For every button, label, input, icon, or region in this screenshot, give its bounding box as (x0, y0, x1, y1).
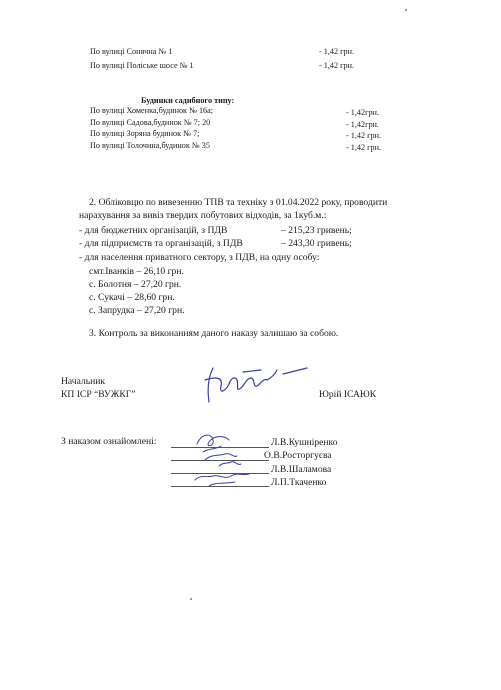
village-rate: с. Болотня – 27,20 грн. (89, 279, 182, 290)
acknowledged-label: З наказом ознайомлені: (61, 436, 157, 447)
house-row-price: - 1,42грн. (346, 108, 379, 117)
street-row-price: - 1,42 грн. (319, 47, 355, 56)
rate-enterprise-label: - для підприємств та організацій, з ПДВ (79, 238, 243, 249)
acknowledged-name: Л.В.Кушніренко (271, 437, 338, 448)
scan-speck (405, 9, 407, 11)
staff-signatures (185, 426, 275, 494)
house-row-label: По вулиці Зоряна будинок № 7; (90, 129, 200, 138)
item2-line1: 2. Обліковцю по вивезенню ТПВ та техніку з 01.04.2022 року, проводити (89, 197, 388, 208)
street-row-label: По вулиці Поліське шосе № 1 (90, 61, 194, 70)
scan-speck (190, 598, 192, 600)
street-row-price: - 1,42 грн. (319, 61, 355, 70)
rate-budget-value: – 215,23 гривень; (281, 225, 352, 236)
village-rate: смт.Іванків – 26,10 грн. (89, 266, 184, 277)
houses-heading: Будинки садибного типу: (141, 96, 235, 105)
house-row-price: - 1,42 грн. (346, 143, 382, 152)
rate-budget-label: - для бюджетних організацій, з ПДВ (79, 225, 228, 236)
acknowledged-name: Л.П.Ткаченко (271, 477, 327, 488)
street-row-label: По вулиці Сонячна № 1 (90, 47, 173, 56)
rate-private-label: - для населення приватного сектору, з ПДВ, на одну особу: (79, 252, 320, 263)
signatory-org: КП ІСР “ВУЖКГ” (61, 389, 136, 400)
acknowledged-name: О.В.Росторгуєва (264, 450, 332, 461)
village-rate: с. Сукачі – 28,60 грн. (89, 292, 175, 303)
rate-enterprise-value: – 243,30 гривень; (281, 238, 352, 249)
signatory-name: Юрій ІСАЮК (319, 389, 377, 400)
house-row-price: - 1,42грн. (346, 120, 379, 129)
house-row-label: По вулиці Садова,будинок № 7; 20 (90, 118, 211, 127)
house-row-price: - 1,42 грн. (346, 131, 382, 140)
item2-line2: нарахування за вивіз твердих побутових відходів, за 1куб.м.: (79, 210, 327, 221)
village-rate: с. Запрудка – 27,20 грн. (89, 305, 185, 316)
acknowledged-name: Л.В.Шаламова (271, 464, 332, 475)
director-signature (195, 358, 315, 410)
house-row-label: По вулиці Хоменка,будинок № 16а; (90, 106, 214, 115)
item3-text: 3. Контроль за виконанням даного наказу залишаю за собою. (89, 328, 339, 339)
house-row-label: По вулиці Толочина,будинок № 35 (90, 141, 210, 150)
signatory-position: Начальник (61, 376, 106, 387)
